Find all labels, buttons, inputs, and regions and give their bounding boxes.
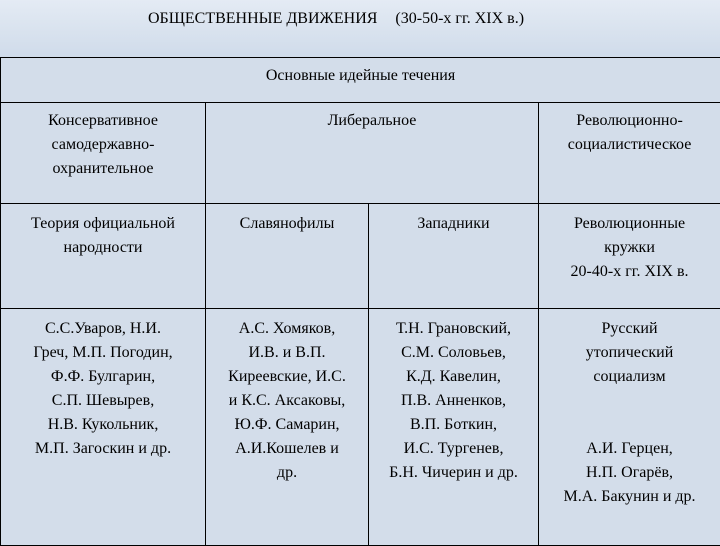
people-conservative: С.С.Уваров, Н.И. Греч, М.П. Погодин, Ф.Ф. Булгарин, С.П. Шевырев, Н.В. Кукольник, М.П. Загоскин и др.: [1, 309, 206, 546]
representatives-row: [1, 309, 720, 546]
ideological-movements-table: [0, 57, 720, 546]
table-header-row: [1, 58, 720, 103]
people-slavophiles: А.С. Хомяков, И.В. и В.П. Киреевские, И.С. и К.С. Аксаковы, Ю.Ф. Самарин, А.И.Кошелев и др.: [206, 309, 369, 546]
theory-revolutionary-circles: Революционные кружки 20-40-х гг. XIX в.: [539, 204, 720, 309]
type-conservative: Консервативное самодержавно- охранительное: [1, 103, 206, 204]
table-header: Основные идейные течения: [266, 67, 455, 84]
title-main: ОБЩЕСТВЕННЫЕ ДВИЖЕНИЯ: [148, 10, 377, 27]
type-revolutionary: Революционно- социалистическое: [539, 103, 720, 204]
theory-westerners: Западники: [369, 204, 539, 309]
type-liberal: Либеральное: [206, 103, 539, 204]
people-revolutionary-cell: [539, 309, 720, 546]
theories-row: [1, 204, 720, 309]
movement-types-row: [1, 103, 720, 204]
theory-slavophiles: Славянофилы: [206, 204, 369, 309]
table-header-cell: [1, 58, 720, 103]
slide-title: [148, 10, 524, 28]
radical-spacer: [541, 389, 718, 437]
title-period: (30-50-х гг. XIX в.): [395, 10, 524, 27]
radical-people: А.И. Герцен, Н.П. Огарёв, М.А. Бакунин и др.: [541, 437, 718, 509]
theory-official-nationality: Теория официальной народности: [1, 204, 206, 309]
radical-idea: Русский утопический социализм: [541, 317, 718, 389]
people-westerners: Т.Н. Грановский, С.М. Соловьев, К.Д. Кавелин, П.В. Анненков, В.П. Боткин, И.С. Тургенев, Б.Н. Чичерин и др.: [369, 309, 539, 546]
title-bar: [0, 0, 720, 58]
